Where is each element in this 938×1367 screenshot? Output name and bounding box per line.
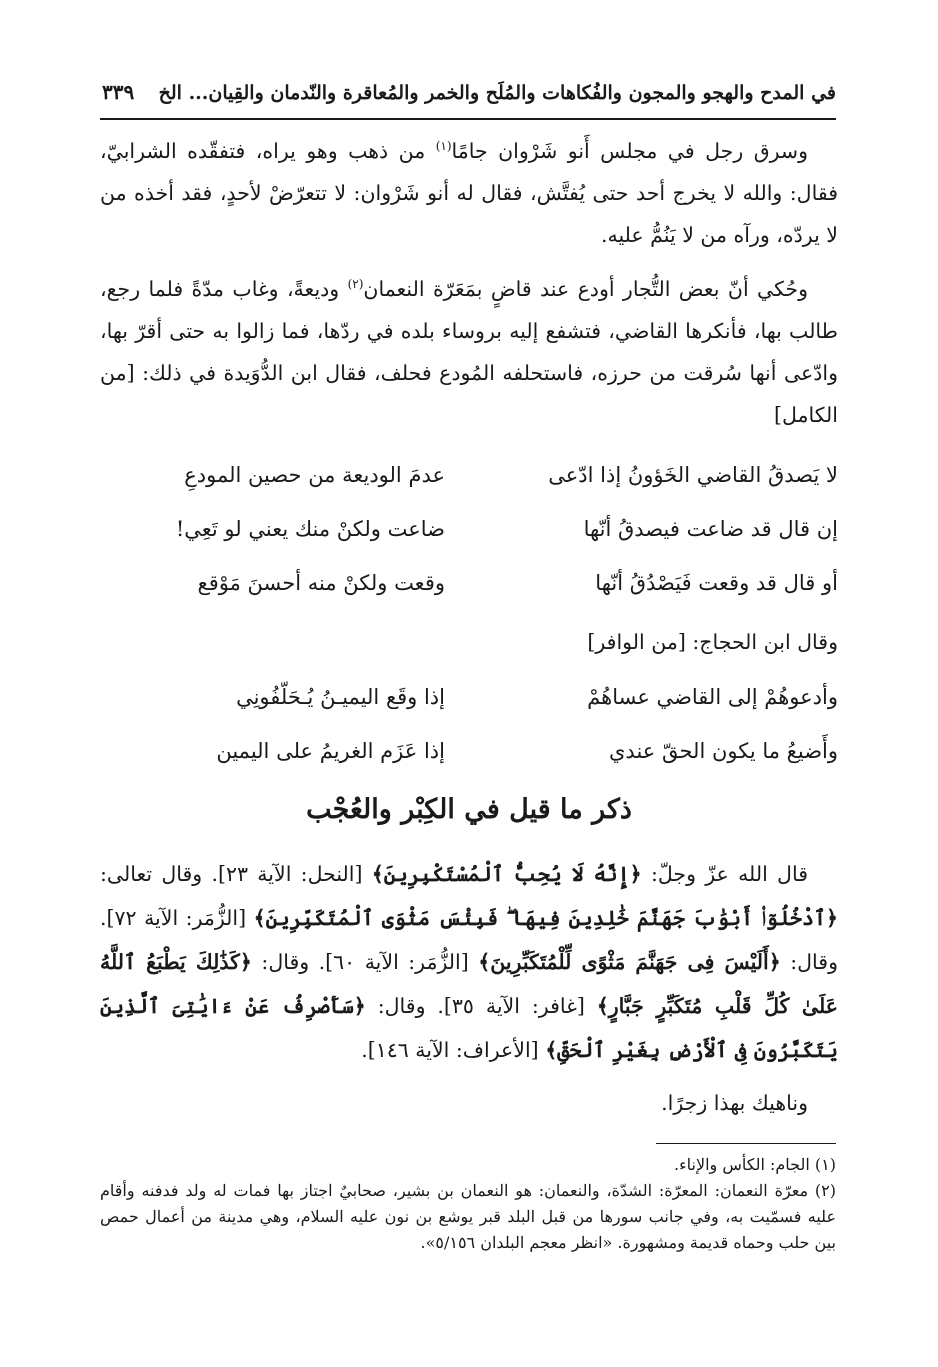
verse-second-hemistich: ضاعت ولكنْ منك يعني لو تَعِي! — [175, 517, 445, 541]
footnote-1: (١) الجام: الكأس والإناء. — [674, 1155, 836, 1174]
paragraph-text: [الزُّمَر: الآية ٧٢]. وقال: — [100, 906, 838, 974]
paragraph-text: [غافر: الآية ٣٥]. وقال: — [365, 994, 597, 1018]
page-number: ٣٣٩ — [102, 80, 135, 104]
paragraph-text: من ذهب وهو يراه، فتفقّده الشرابيّ، فقال: والله لا يخرج أحد حتى يُفتَّش، فقال له أنو شَرْوان: لا تتعرّضْ لأحدٍ، فقد أخذه من لا يردّه، ورآه من لا يَنُمُّ عليه. — [100, 139, 838, 247]
running-title: في المدح والهجو والمجون والفُكاهات والمُلَح والخمر والمُعاقرة والنّدمان والقِيان... الخ — [158, 82, 836, 104]
paragraph-judge-story — [100, 268, 838, 436]
verse-second-hemistich: وقعت ولكنْ منه أحسنَ مَوْقع — [197, 571, 445, 595]
verse-first-hemistich: أو قال قد وقعت فَيَصْدُقُ أنّها — [595, 571, 838, 595]
verse-first-hemistich: لا يَصدقُ القاضي الخَؤونُ إذا ادّعى — [548, 463, 838, 487]
quran-verse: ﴿ٱدْخُلُوٓا۟ أَبْوَٰبَ جَهَنَّمَ خَٰلِدِينَ فِيهَا ۖ فَبِئْسَ مَثْوَى ٱلْمُتَكَبِّرِينَ﴾ — [253, 906, 838, 930]
verse-line — [100, 724, 838, 778]
paragraph-text: وديعةً، وغاب مدّةً فلما رجع، طالب بها، فأنكرها القاضي، فتشفع إليه بروساء بلده في ردّها، فما زالوا به حتى أقرّ بها، وادّعى أنها سُرقت من حرزه، فاستحلفه المُودع فحلف، فقال ابن الدُّوَيدة في ذلك: [من الكامل] — [100, 277, 838, 427]
paragraph-text: وسرق رجل في مجلس أَنو شَرْوان جامًا — [451, 139, 808, 163]
section-heading: ذكر ما قيل في الكِبْر والعُجْب — [306, 794, 632, 825]
closing-line: وناهيك بهذا زجرًا. — [661, 1091, 808, 1115]
verse-second-hemistich: إذا وقَع اليميـنُ يُـحَلّفُونِي — [236, 685, 445, 709]
paragraph-text: قال الله عزّ وجلّ: — [641, 862, 809, 886]
verse-line — [100, 448, 838, 502]
quran-verse: ﴿كَذَٰلِكَ يَطْبَعُ ٱللَّهُ عَلَىٰ كُلِّ قَلْبِ مُتَكَبِّرٍ جَبَّارٍ﴾ — [100, 950, 839, 1018]
quran-verse: ﴿سَأَصْرِفُ عَنْ ءَايَٰتِىَ ٱلَّذِينَ يَتَكَبَّرُونَ فِى ٱلْأَرْضِ بِغَيْرِ ٱلْحَقِّ﴾ — [100, 994, 838, 1062]
footnote-marker-2: (٢) — [347, 277, 364, 292]
verse-second-hemistich: إذا عَزَم الغريمُ على اليمين — [216, 739, 445, 763]
paragraph-text: [الأعراف: الآية ١٤٦]. — [361, 1038, 546, 1062]
paragraph-text: [النحل: الآية ٢٣]. وقال تعالى: — [100, 862, 372, 886]
quran-verse: ﴿أَلَيْسَ فِى جَهَنَّمَ مَثْوًى لِّلْمُتَكَبِّرِينَ﴾ — [478, 950, 781, 974]
footnote-divider — [656, 1143, 836, 1144]
footnote-2: (٢) معرّة النعمان: المعرّة: الشدّة، والنعمان: هو النعمان بن بشير، صحابيٌ اجتاز بها فمات له ولد فدفنه وأقام عليه فسمّيت به، وفي جانب سورها من قبل البلد قبر يوشع بن نون عليه السلام، وهي مدينة من أعمال حمص بين حلب وحماه قديمة ومشهورة. «انظر معجم البلدان ٥/١٥٦». — [100, 1181, 836, 1252]
paragraph-anushirvan — [100, 130, 838, 256]
verse-line — [100, 670, 838, 724]
quran-verse: ﴿إِنَّهُ لَا يُحِبُّ ٱلْمُسْتَكْبِرِينَ﴾ — [371, 862, 642, 886]
verse-first-hemistich: وأَضيعُ ما يكون الحقّ عندي — [608, 739, 838, 763]
meter-attribution: وقال ابن الحجاج: [من الوافر] — [587, 630, 838, 654]
verse-first-hemistich: إن قال قد ضاعت فيصدقُ أنّها — [583, 517, 838, 541]
verse-first-hemistich: وأدعوهُمْ إلى القاضي عساهُمْ — [587, 685, 838, 709]
footnotes — [100, 1152, 836, 1256]
page-header — [100, 78, 836, 120]
poem-kamil — [100, 448, 838, 610]
poem-wafir — [100, 670, 838, 778]
paragraph-text: وحُكي أنّ بعض التُّجار أودع عند قاضٍ بمَعَرّة النعمان — [363, 277, 808, 301]
quran-paragraph — [100, 852, 838, 1072]
verse-line — [100, 502, 838, 556]
verse-second-hemistich: عدمَ الوديعة من حصين المودعِ — [184, 463, 445, 487]
verse-line — [100, 556, 838, 610]
footnote-marker-1: (١) — [435, 139, 452, 154]
page-body — [100, 130, 838, 1124]
paragraph-text: [الزُّمَر: الآية ٦٠]. وقال: — [251, 950, 479, 974]
